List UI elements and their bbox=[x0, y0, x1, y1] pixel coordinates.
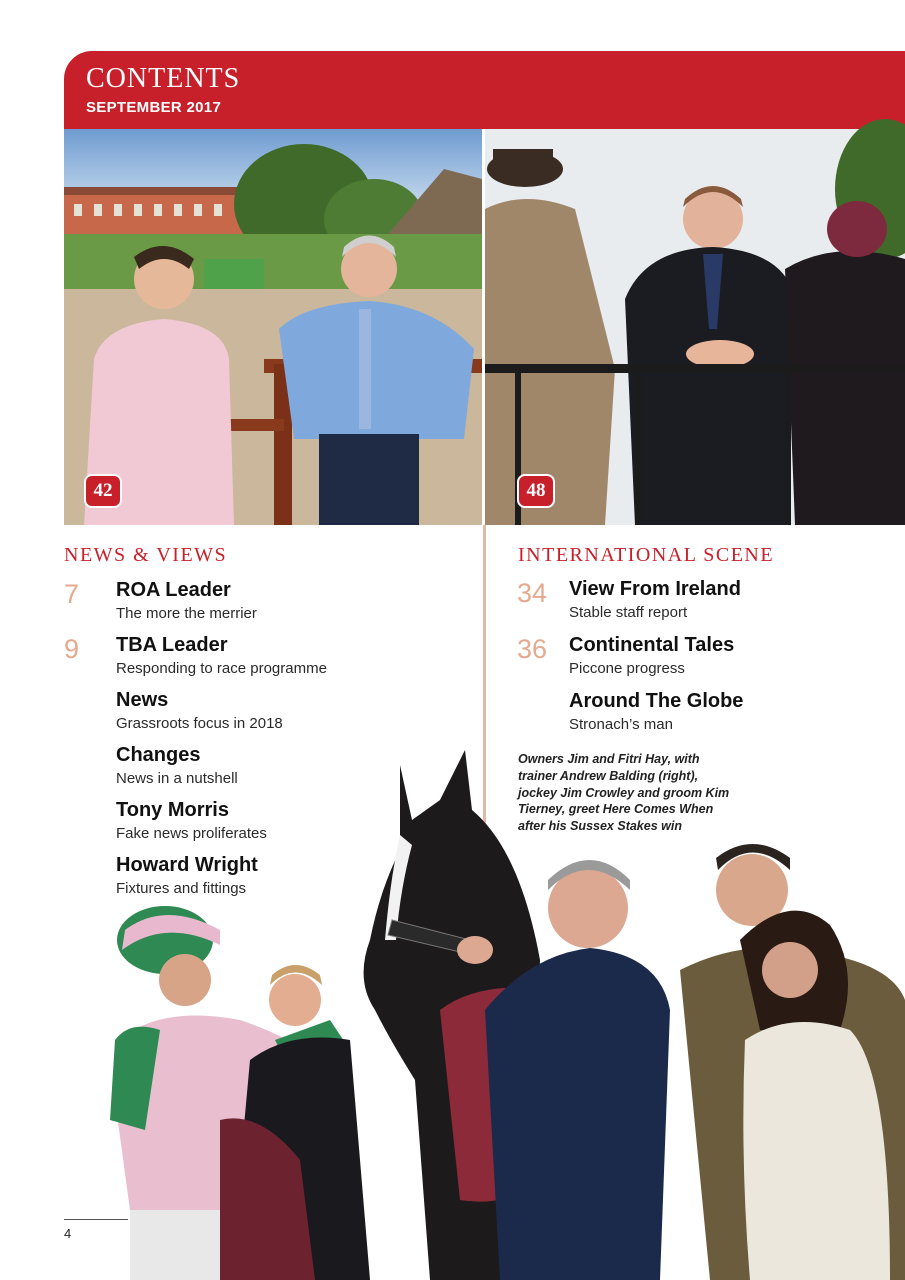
article-subtitle: Grassroots focus in 2018 bbox=[116, 715, 283, 732]
article-subtitle: Stronach’s man bbox=[569, 716, 673, 733]
page-number: 9 bbox=[64, 634, 80, 664]
page-badge-42: 42 bbox=[84, 474, 122, 508]
article-subtitle: Fake news proliferates bbox=[116, 825, 267, 842]
photo-caption: Owners Jim and Fitri Hay, with trainer Andrew Balding (right), jockey Jim Crowley and groom Kim Tierney, greet Here Comes When after his Sussex Stakes win bbox=[518, 752, 730, 834]
article-title: Howard Wright bbox=[116, 854, 258, 876]
article-title: Around The Globe bbox=[569, 690, 744, 712]
stable-yard-photo bbox=[64, 129, 482, 525]
article-subtitle: The more the merrier bbox=[116, 605, 257, 622]
news-views-heading: NEWS & VIEWS bbox=[64, 544, 228, 566]
article-subtitle: Responding to race programme bbox=[116, 660, 327, 677]
page-badge-48: 48 bbox=[517, 474, 555, 508]
article-title: TBA Leader bbox=[116, 634, 228, 656]
article-subtitle: Stable staff report bbox=[569, 604, 688, 621]
article-subtitle: Piccone progress bbox=[569, 660, 685, 677]
article-title: Continental Tales bbox=[569, 634, 735, 656]
page-number: 34 bbox=[517, 578, 548, 608]
article-title: Tony Morris bbox=[116, 799, 229, 821]
contents-header bbox=[64, 51, 905, 129]
page-number: 7 bbox=[64, 579, 80, 609]
article-subtitle: Fixtures and fittings bbox=[116, 880, 247, 897]
issue-date: SEPTEMBER 2017 bbox=[86, 99, 222, 116]
article-title: View From Ireland bbox=[569, 578, 741, 600]
article-title: Changes bbox=[116, 744, 201, 766]
page-number: 36 bbox=[517, 634, 548, 664]
article-title: ROA Leader bbox=[116, 579, 231, 601]
racecourse-rail-photo bbox=[485, 129, 905, 525]
article-subtitle: News in a nutshell bbox=[116, 770, 238, 787]
page-number-folio: 4 bbox=[64, 1226, 72, 1241]
article-title: News bbox=[116, 689, 169, 711]
folio-rule bbox=[64, 1219, 128, 1220]
page-title: CONTENTS bbox=[86, 63, 241, 94]
international-scene-heading: INTERNATIONAL SCENE bbox=[518, 544, 775, 566]
